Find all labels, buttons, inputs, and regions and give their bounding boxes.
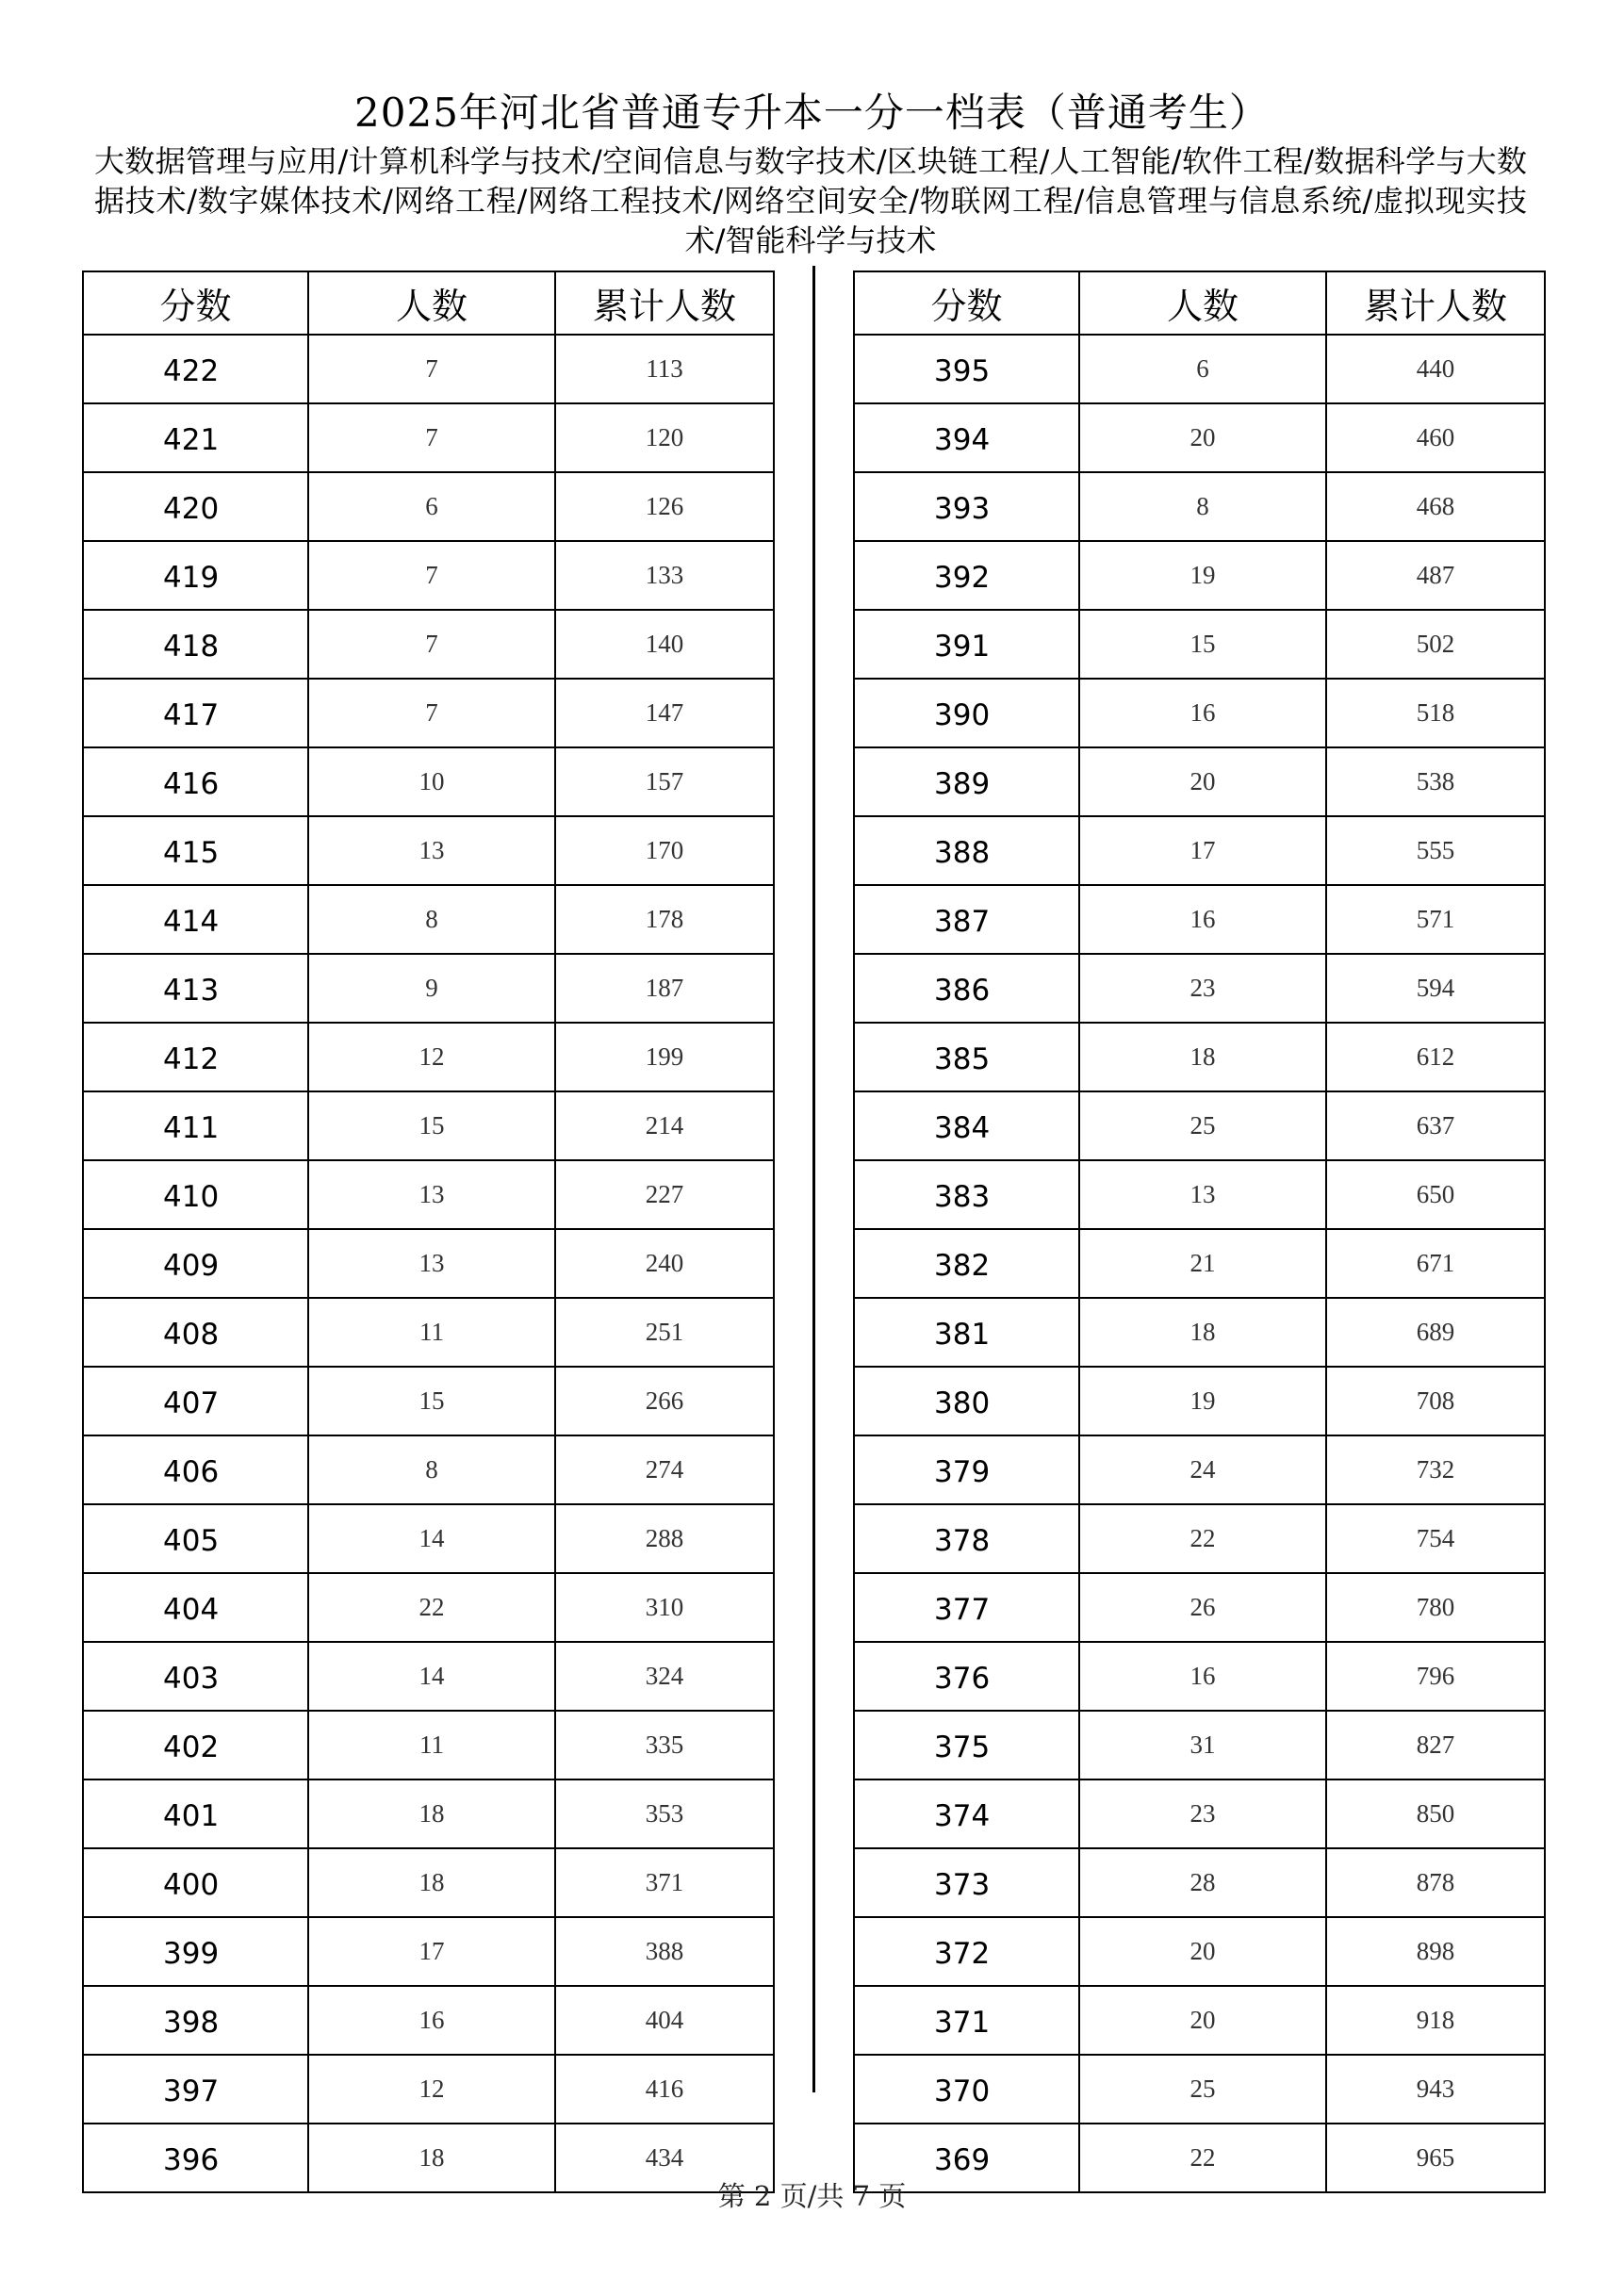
count-cell: 19 — [1079, 1367, 1326, 1435]
score-cell: 407 — [83, 1367, 308, 1435]
score-cell: 381 — [854, 1298, 1079, 1367]
cumulative-cell: 147 — [555, 679, 774, 747]
table-row — [854, 472, 1545, 541]
score-cell: 396 — [83, 2124, 308, 2192]
score-cell: 400 — [83, 1848, 308, 1917]
score-cell: 399 — [83, 1917, 308, 1986]
count-cell: 25 — [1079, 1091, 1326, 1160]
score-cell: 385 — [854, 1023, 1079, 1091]
cumulative-cell: 612 — [1326, 1023, 1545, 1091]
score-cell: 384 — [854, 1091, 1079, 1160]
cumulative-cell: 850 — [1326, 1779, 1545, 1848]
count-cell: 13 — [308, 816, 555, 885]
count-cell: 13 — [308, 1160, 555, 1229]
cumulative-cell: 178 — [555, 885, 774, 954]
cumulative-cell: 898 — [1326, 1917, 1545, 1986]
count-cell: 13 — [308, 1229, 555, 1298]
score-cell: 416 — [83, 747, 308, 816]
count-cell: 8 — [1079, 472, 1326, 541]
cumulative-cell: 650 — [1326, 1160, 1545, 1229]
score-cell: 422 — [83, 335, 308, 403]
cumulative-cell: 251 — [555, 1298, 774, 1367]
score-table-right — [853, 271, 1546, 2193]
cumulative-cell: 227 — [555, 1160, 774, 1229]
cumulative-cell: 732 — [1326, 1435, 1545, 1504]
table-row — [83, 335, 774, 403]
table-row — [854, 1435, 1545, 1504]
column-divider — [812, 266, 815, 2092]
score-cell: 370 — [854, 2055, 1079, 2124]
score-cell: 406 — [83, 1435, 308, 1504]
table-row — [83, 1229, 774, 1298]
header-score: 分数 — [83, 271, 308, 335]
count-cell: 16 — [308, 1986, 555, 2055]
cumulative-cell: 113 — [555, 335, 774, 403]
table-row — [854, 1779, 1545, 1848]
count-cell: 15 — [308, 1091, 555, 1160]
score-cell: 397 — [83, 2055, 308, 2124]
table-row — [83, 1986, 774, 2055]
table-row — [83, 1848, 774, 1917]
count-cell: 13 — [1079, 1160, 1326, 1229]
table-row — [854, 816, 1545, 885]
cumulative-cell: 827 — [1326, 1711, 1545, 1779]
table-row — [854, 1367, 1545, 1435]
count-cell: 8 — [308, 885, 555, 954]
table-row — [83, 1504, 774, 1573]
table-row — [854, 610, 1545, 679]
count-cell: 14 — [308, 1642, 555, 1711]
cumulative-cell: 878 — [1326, 1848, 1545, 1917]
cumulative-cell: 404 — [555, 1986, 774, 2055]
score-cell: 415 — [83, 816, 308, 885]
table-row — [854, 747, 1545, 816]
cumulative-cell: 796 — [1326, 1642, 1545, 1711]
table-row — [854, 1642, 1545, 1711]
table-row — [854, 679, 1545, 747]
count-cell: 19 — [1079, 541, 1326, 610]
table-header-row — [854, 271, 1545, 335]
table-row — [83, 679, 774, 747]
table-row — [854, 1023, 1545, 1091]
count-cell: 16 — [1079, 679, 1326, 747]
count-cell: 18 — [308, 1848, 555, 1917]
score-cell: 380 — [854, 1367, 1079, 1435]
table-row — [83, 2055, 774, 2124]
score-cell: 369 — [854, 2124, 1079, 2192]
cumulative-cell: 388 — [555, 1917, 774, 1986]
table-row — [854, 1917, 1545, 1986]
cumulative-cell: 708 — [1326, 1367, 1545, 1435]
header-count: 人数 — [1079, 271, 1326, 335]
score-cell: 386 — [854, 954, 1079, 1023]
cumulative-cell: 416 — [555, 2055, 774, 2124]
count-cell: 15 — [308, 1367, 555, 1435]
score-cell: 378 — [854, 1504, 1079, 1573]
score-cell: 389 — [854, 747, 1079, 816]
cumulative-cell: 133 — [555, 541, 774, 610]
count-cell: 25 — [1079, 2055, 1326, 2124]
cumulative-cell: 440 — [1326, 335, 1545, 403]
score-cell: 420 — [83, 472, 308, 541]
score-cell: 398 — [83, 1986, 308, 2055]
score-cell: 387 — [854, 885, 1079, 954]
table-row — [854, 1848, 1545, 1917]
header-cumulative: 累计人数 — [1326, 271, 1545, 335]
score-cell: 421 — [83, 403, 308, 472]
cumulative-cell: 371 — [555, 1848, 774, 1917]
table-row — [854, 1986, 1545, 2055]
cumulative-cell: 120 — [555, 403, 774, 472]
count-cell: 16 — [1079, 1642, 1326, 1711]
table-row — [83, 1091, 774, 1160]
count-cell: 18 — [308, 1779, 555, 1848]
table-row — [854, 885, 1545, 954]
count-cell: 12 — [308, 1023, 555, 1091]
score-cell: 409 — [83, 1229, 308, 1298]
count-cell: 17 — [1079, 816, 1326, 885]
score-cell: 373 — [854, 1848, 1079, 1917]
cumulative-cell: 594 — [1326, 954, 1545, 1023]
cumulative-cell: 518 — [1326, 679, 1545, 747]
count-cell: 24 — [1079, 1435, 1326, 1504]
cumulative-cell: 502 — [1326, 610, 1545, 679]
score-cell: 402 — [83, 1711, 308, 1779]
count-cell: 18 — [1079, 1298, 1326, 1367]
table-row — [83, 1160, 774, 1229]
score-cell: 375 — [854, 1711, 1079, 1779]
table-row — [854, 1573, 1545, 1642]
score-cell: 391 — [854, 610, 1079, 679]
score-cell: 411 — [83, 1091, 308, 1160]
table-row — [83, 1573, 774, 1642]
table-row — [854, 2055, 1545, 2124]
score-cell: 379 — [854, 1435, 1079, 1504]
count-cell: 7 — [308, 679, 555, 747]
count-cell: 17 — [308, 1917, 555, 1986]
count-cell: 28 — [1079, 1848, 1326, 1917]
score-table-left — [82, 271, 775, 2193]
cumulative-cell: 571 — [1326, 885, 1545, 954]
cumulative-cell: 671 — [1326, 1229, 1545, 1298]
count-cell: 20 — [1079, 747, 1326, 816]
cumulative-cell: 943 — [1326, 2055, 1545, 2124]
table-row — [854, 1229, 1545, 1298]
cumulative-cell: 538 — [1326, 747, 1545, 816]
cumulative-cell: 434 — [555, 2124, 774, 2192]
count-cell: 18 — [308, 2124, 555, 2192]
cumulative-cell: 689 — [1326, 1298, 1545, 1367]
cumulative-cell: 637 — [1326, 1091, 1545, 1160]
count-cell: 10 — [308, 747, 555, 816]
table-row — [83, 1779, 774, 1848]
count-cell: 31 — [1079, 1711, 1326, 1779]
table-row — [854, 954, 1545, 1023]
cumulative-cell: 288 — [555, 1504, 774, 1573]
score-cell: 418 — [83, 610, 308, 679]
cumulative-cell: 274 — [555, 1435, 774, 1504]
cumulative-cell: 487 — [1326, 541, 1545, 610]
cumulative-cell: 918 — [1326, 1986, 1545, 2055]
cumulative-cell: 754 — [1326, 1504, 1545, 1573]
count-cell: 20 — [1079, 403, 1326, 472]
count-cell: 6 — [308, 472, 555, 541]
table-row — [854, 1298, 1545, 1367]
table-row — [83, 1642, 774, 1711]
cumulative-cell: 555 — [1326, 816, 1545, 885]
table-row — [83, 747, 774, 816]
score-cell: 395 — [854, 335, 1079, 403]
cumulative-cell: 240 — [555, 1229, 774, 1298]
score-cell: 372 — [854, 1917, 1079, 1986]
count-cell: 20 — [1079, 1986, 1326, 2055]
score-cell: 382 — [854, 1229, 1079, 1298]
count-cell: 12 — [308, 2055, 555, 2124]
score-cell: 408 — [83, 1298, 308, 1367]
cumulative-cell: 460 — [1326, 403, 1545, 472]
table-row — [854, 1091, 1545, 1160]
cumulative-cell: 310 — [555, 1573, 774, 1642]
table-row — [83, 541, 774, 610]
table-row — [854, 403, 1545, 472]
count-cell: 8 — [308, 1435, 555, 1504]
cumulative-cell: 214 — [555, 1091, 774, 1160]
cumulative-cell: 468 — [1326, 472, 1545, 541]
score-cell: 404 — [83, 1573, 308, 1642]
cumulative-cell: 324 — [555, 1642, 774, 1711]
table-row — [83, 1917, 774, 1986]
count-cell: 7 — [308, 610, 555, 679]
cumulative-cell: 126 — [555, 472, 774, 541]
header-count: 人数 — [308, 271, 555, 335]
count-cell: 7 — [308, 541, 555, 610]
count-cell: 22 — [1079, 2124, 1326, 2192]
score-cell: 390 — [854, 679, 1079, 747]
table-row — [854, 335, 1545, 403]
count-cell: 11 — [308, 1298, 555, 1367]
score-cell: 383 — [854, 1160, 1079, 1229]
cumulative-cell: 187 — [555, 954, 774, 1023]
score-cell: 417 — [83, 679, 308, 747]
cumulative-cell: 335 — [555, 1711, 774, 1779]
cumulative-cell: 780 — [1326, 1573, 1545, 1642]
count-cell: 7 — [308, 403, 555, 472]
score-cell: 374 — [854, 1779, 1079, 1848]
header-cumulative: 累计人数 — [555, 271, 774, 335]
score-cell: 414 — [83, 885, 308, 954]
count-cell: 22 — [308, 1573, 555, 1642]
table-row — [83, 954, 774, 1023]
score-cell: 376 — [854, 1642, 1079, 1711]
table-row — [83, 1435, 774, 1504]
score-cell: 419 — [83, 541, 308, 610]
majors-subtitle: 大数据管理与应用/计算机科学与技术/空间信息与数字技术/区块链工程/人工智能/软件工程/数据科学与大数据技术/数字媒体技术/网络工程/网络工程技术/网络空间安全/物联网工程/信息管理与信息系统/虚拟现实技术/智能科学与技术 — [94, 143, 1527, 258]
table-row — [83, 1711, 774, 1779]
table-row — [83, 403, 774, 472]
table-row — [854, 1160, 1545, 1229]
table-row — [854, 1504, 1545, 1573]
table-header-row — [83, 271, 774, 335]
count-cell: 23 — [1079, 954, 1326, 1023]
score-cell: 413 — [83, 954, 308, 1023]
count-cell: 14 — [308, 1504, 555, 1573]
table-row — [83, 610, 774, 679]
cumulative-cell: 353 — [555, 1779, 774, 1848]
count-cell: 23 — [1079, 1779, 1326, 1848]
count-cell: 18 — [1079, 1023, 1326, 1091]
cumulative-cell: 170 — [555, 816, 774, 885]
cumulative-cell: 266 — [555, 1367, 774, 1435]
score-cell: 394 — [854, 403, 1079, 472]
score-cell: 377 — [854, 1573, 1079, 1642]
cumulative-cell: 140 — [555, 610, 774, 679]
count-cell: 26 — [1079, 1573, 1326, 1642]
score-cell: 392 — [854, 541, 1079, 610]
cumulative-cell: 157 — [555, 747, 774, 816]
count-cell: 22 — [1079, 1504, 1326, 1573]
table-row — [83, 1367, 774, 1435]
count-cell: 16 — [1079, 885, 1326, 954]
table-row — [854, 1711, 1545, 1779]
page-title: 2025年河北省普通专升本一分一档表（普通考生） — [354, 90, 1270, 136]
table-row — [83, 885, 774, 954]
score-cell: 401 — [83, 1779, 308, 1848]
score-cell: 405 — [83, 1504, 308, 1573]
score-cell: 371 — [854, 1986, 1079, 2055]
table-row — [854, 541, 1545, 610]
cumulative-cell: 965 — [1326, 2124, 1545, 2192]
count-cell: 20 — [1079, 1917, 1326, 1986]
table-row — [83, 1298, 774, 1367]
count-cell: 7 — [308, 335, 555, 403]
header-score: 分数 — [854, 271, 1079, 335]
page-footer: 第 2 页/共 7 页 — [717, 2180, 907, 2212]
count-cell: 6 — [1079, 335, 1326, 403]
score-cell: 412 — [83, 1023, 308, 1091]
score-cell: 410 — [83, 1160, 308, 1229]
score-cell: 393 — [854, 472, 1079, 541]
count-cell: 21 — [1079, 1229, 1326, 1298]
table-row — [83, 1023, 774, 1091]
count-cell: 15 — [1079, 610, 1326, 679]
table-row — [83, 816, 774, 885]
count-cell: 9 — [308, 954, 555, 1023]
count-cell: 11 — [308, 1711, 555, 1779]
score-cell: 388 — [854, 816, 1079, 885]
table-row — [83, 472, 774, 541]
score-cell: 403 — [83, 1642, 308, 1711]
cumulative-cell: 199 — [555, 1023, 774, 1091]
